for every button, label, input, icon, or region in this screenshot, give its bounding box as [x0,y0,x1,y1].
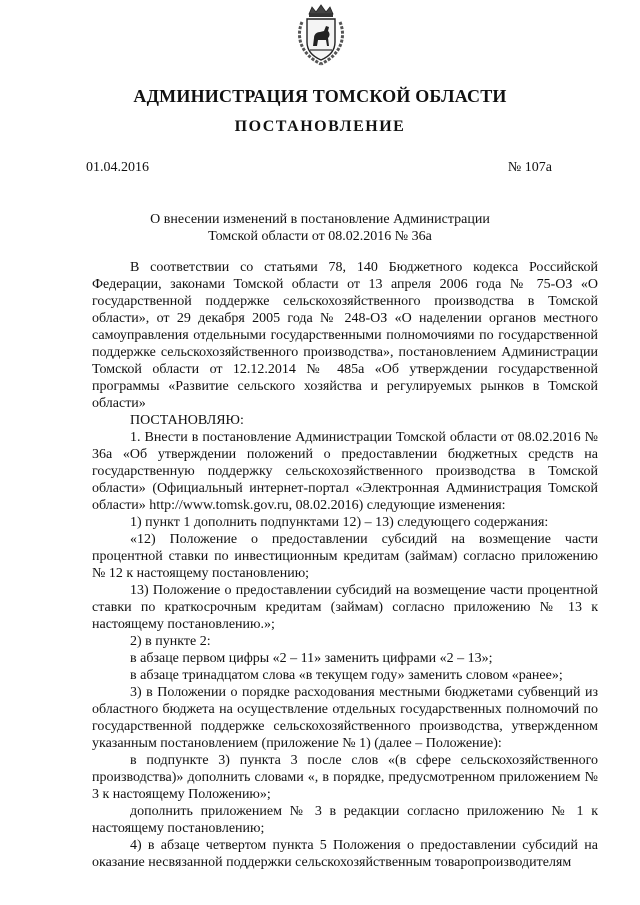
subject-line-1: О внесении изменений в постановление Администрации [150,212,490,227]
paragraph-abzac-1: в абзаце первом цифры «2 – 11» заменить цифрами «2 – 13»; [130,651,493,666]
paragraph-subitem-1: 1) пункт 1 дополнить подпунктами 12) – 13) следующего содержания: [130,515,549,530]
organization-title: АДМИНИСТРАЦИЯ ТОМСКОЙ ОБЛАСТИ [133,86,507,106]
document-type: ПОСТАНОВЛЕНИЕ [234,118,406,135]
paragraph-item-1: 1. Внести в постановление Администрации Томской области от 08.02.2016 № 36а «Об утверждении положений о предоставлении бюджетных средств на государственную поддержку сельскохозяйственного производства в Томской области» (Официальный интернет-портал «Электронная Администрация Томской области» http://www.tomsk.gov.ru, 08.02.2016) следующие изменения: [92,430,598,513]
paragraph-subitem-3: 3) в Положении о порядке расходования местными бюджетами субвенций из областного бюджета на осуществление отдельных государственных полномочий по государственной поддержке сельскохозяйственного производства, утвержденном указанным постановлением (приложение № 1) (далее – Положение): [92,685,598,751]
paragraph-preamble: В соответствии со статьями 78, 140 Бюджетного кодекса Российской Федерации, законами Томской области от 13 апреля 2006 года № 75-ОЗ «О государственной поддержке сельскохозяйственного производства в Томской области», от 29 декабря 2005 года № 248-ОЗ «О наделении органов местного самоуправления отдельными государственными полномочиями по государственной поддержке сельскохозяйственного производства», постановлением Администрации Томской области от 12.12.2014 № 485а «Об утверждении государственной программы «Развитие сельского хозяйства и регулируемых рынков в Томской области» [92,260,598,411]
document-number: № 107а [507,160,552,175]
tomsk-oblast-coat-of-arms-icon [294,4,348,66]
paragraph-subitem-12: «12) Положение о предоставлении субсидий на возмещение части процентной ставки по инвестиционным кредитам (займам) согласно приложению № 12 к настоящему постановлению; [92,532,598,581]
paragraph-abzac-13: в абзаце тринадцатом слова «в текущем году» заменить словом «ранее»; [130,668,563,683]
paragraph-subitem-3-detail: в подпункте 3) пункта 3 после слов «(в сфере сельскохозяйственного производства)» дополнить словами «, в порядке, предусмотренном приложением № 3 к настоящему Положению»; [92,753,598,802]
document-date: 01.04.2016 [86,160,149,175]
paragraph-subitem-13: 13) Положение о предоставлении субсидий на возмещение части процентной ставки по краткосрочным кредитам (займам) согласно приложению № 13 к настоящему постановлению.»; [92,583,598,632]
paragraph-annex: дополнить приложением № 3 в редакции согласно приложению № 1 к настоящему постановлению; [92,804,598,836]
subject-line-2: Томской области от 08.02.2016 № 36а [208,229,432,244]
paragraph-resolve: ПОСТАНОВЛЯЮ: [130,413,244,428]
document-body [92,259,598,871]
paragraph-subitem-2: 2) в пункте 2: [130,634,211,649]
paragraph-subitem-4: 4) в абзаце четвертом пункта 5 Положения о предоставлении субсидий на оказание несвязанной поддержки сельскохозяйственным товаропроизводителям [92,838,598,870]
document-subject [150,211,490,245]
